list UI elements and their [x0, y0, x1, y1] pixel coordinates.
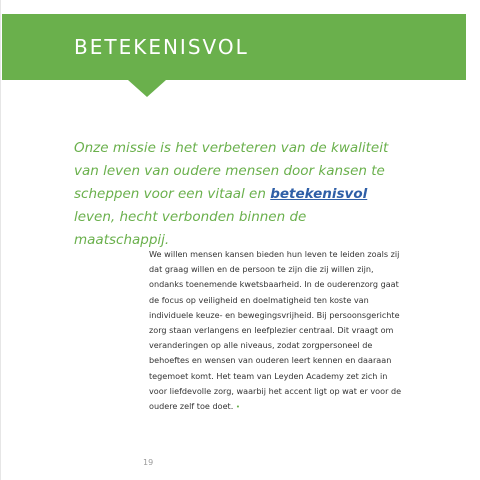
mission-statement	[74, 137, 404, 252]
page-title: BETEKENISVOL	[74, 35, 249, 59]
mission-text-end: leven, hecht verbonden binnen de maatschappij.	[74, 209, 307, 248]
body-paragraph	[149, 247, 407, 415]
body-paragraph-text: We willen mensen kansen bieden hun leven te leiden zoals zij dat graag willen en de persoon te zijn die zij willen zijn, ondanks toenemende kwetsbaarheid. In de ouderenzorg gaat de focus op veiligheid en doelmatigheid ten koste van individuele keuze- en bewegingsvrijheid. Bij persoonsgerichte zorg staan verlangens en leefplezier centraal. Dit vraagt om veranderingen op alle niveaus, zodat zorgpersoneel de behoeftes en wensen van ouderen leert kennen en daaraan tegemoet komt. Het team van Leyden Academy zet zich in voor liefdevolle zorg, waarbij het accent ligt op wat er voor de oudere zelf toe doet.	[149, 249, 402, 412]
mission-highlight-link[interactable]: betekenisvol	[270, 186, 368, 202]
page-edge-divider	[0, 0, 1, 480]
mission-text-start: Onze missie is het verbeteren van de kwaliteit van leven van oudere mensen door kansen te scheppen voor een vitaal en	[74, 140, 389, 202]
end-mark-icon: •	[235, 403, 241, 412]
page-number: 19	[143, 458, 154, 467]
banner-pointer	[128, 80, 166, 97]
